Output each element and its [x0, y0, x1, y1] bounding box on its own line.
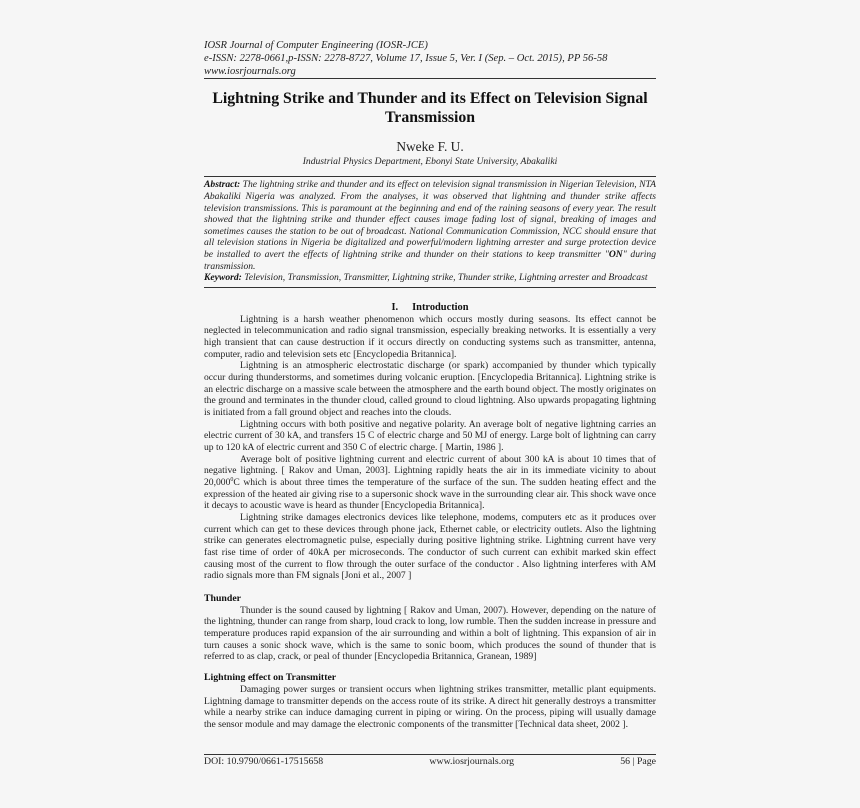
section-heading-introduction: [204, 302, 656, 314]
subsection-heading-transmitter: Lightning effect on Transmitter: [204, 672, 337, 684]
intro-paragraph-4: [204, 454, 656, 512]
abstract-on-word: ON: [608, 248, 623, 260]
abstract-body: The lightning strike and thunder and its effect on television signal transmission in Nigerian Television, NTA Abakaliki Nigeria was analyzed. From the analyses, it was observed that lightning and thunder strike affects television transmissions. This is paramount at the beginning and end of the raining seasons of every year. The result showed that the lightning strike and thunder effect causes image fading lost of signal, breaking of images and sometimes causes the station to be out of broadcast. National Communication Commission, NCC should ensure that all television stations in Nigeria be digitalized and powerful/modern lightning arrester and surge protection device be installed to avert the effects of lightning strike and thunder on their stations to keep transmitter ": [204, 179, 656, 260]
footer-doi: DOI: 10.9790/0661-17515658: [204, 756, 324, 767]
abstract-bottom-divider: [204, 287, 656, 288]
section-title: Introduction: [412, 301, 469, 313]
journal-issn: e-ISSN: 2278-0661,p-ISSN: 2278-8727, Volume 17, Issue 5, Ver. I (Sep. – Oct. 2015), PP 56-58: [204, 52, 608, 64]
author-name: Nweke F. U.: [396, 139, 464, 155]
keywords-label: Keyword:: [204, 272, 242, 284]
abstract-body-end: " during transmission.: [204, 248, 657, 272]
abstract-label: Abstract:: [204, 179, 241, 191]
author-affiliation: Industrial Physics Department, Ebonyi State University, Abakaliki: [302, 156, 558, 168]
footer-page-number: 56 | Page: [620, 756, 656, 767]
page-footer: [204, 756, 656, 768]
abstract-box: [204, 176, 656, 287]
intro-paragraph-5: Lightning strike damages electronics devices like telephone, modems, computers etc as it produces over current which can get to these devices through phone jack, Ethernet cable, or electricity outlets. Also the lightning strike can generates electromagnetic pulse, especially during positive lightning strike. Lightning current have very fast rise time of order of 40kA per microseconds. The conductor of such current can exhibit marked skin effect causing most of the current to flow through the outer surface of the conductor . Also lightning interferes with AM radio signals more than FM signals [Joni et al., 2007 ]: [204, 511, 656, 582]
section-number: I.: [391, 301, 399, 313]
paper-title: Lightning Strike and Thunder and its Effect on Television Signal Transmission: [212, 90, 648, 126]
keywords: [204, 272, 656, 287]
intro-paragraph-1: Lightning is a harsh weather phenomenon which occurs mostly during seasons. Its effect cannot be neglected in telecommunication and radio signal transmission, especially breaking networks. It is essentially a very high transient that can cause destruction if it occurs directly on conducting systems such as transmitter, antenna, computer, radio and television sets etc [Encyclopedia Britannica].: [204, 313, 656, 360]
footer-website: www.iosrjournals.org: [429, 756, 515, 767]
abstract: [204, 177, 656, 272]
journal-header: [204, 40, 656, 78]
footer-divider: [204, 754, 656, 755]
header-divider: [204, 78, 656, 79]
intro-paragraph-2: Lightning is an atmospheric electrostatic discharge (or spark) accompanied by thunder which typically occur during thunderstorms, and sometimes during volcanic eruption. [Encyclopedia Britannica]. Lightning strike is an electric discharge on a massive scale between the atmosphere and the earth bound object. The mostly originates on the ground and terminates in the thunder cloud, called ground to cloud lightning. Also upwards propagating lightning is initiated from a fall ground object and reaches into the clouds.: [204, 360, 656, 418]
subsection-heading-thunder: Thunder: [204, 592, 242, 604]
journal-name: IOSR Journal of Computer Engineering (IOSR-JCE): [204, 40, 428, 51]
degree-superscript: 0: [230, 476, 234, 483]
paper-page: [204, 40, 656, 731]
intro-paragraph-4-end: C which is about three times the temperature of the surface of the sun. The sudden heating effect and the expression of the heated air giving rise to a supersonic shock wave in the surrounding clear air. This shock wave once it decays to acoustic wave is heard as thunder [Encyclopedia Britannica].: [204, 476, 656, 512]
transmitter-paragraph: Damaging power surges or transient occurs when lightning strikes transmitter, metallic plant equipments. Lightning damage to transmitter depends on the access route of its strike. A direct hit generally destroys a transmitter while a nearby strike can induce damaging current in piping or wiring. On the process, piping will usually damage the sensor module and may damage the electronic components of the transmitter [Technical data sheet, 2002 ].: [204, 684, 656, 731]
keywords-text: Television, Transmission, Transmitter, Lightning strike, Thunder strike, Lightning arrester and Broadcast: [244, 272, 648, 284]
intro-paragraph-3: Lightning occurs with both positive and negative polarity. An average bolt of negative lightning carries an electric current of 30 kA, and transfers 15 C of electric charge and 50 MJ of energy. Large bolt of lightning can carry up to 120 kA of electric current and 350 C of electric charge. [ Martin, 1986 ].: [204, 418, 656, 453]
intro-paragraph-4-start: Average bolt of positive lightning current and electric current of about 300 kA is about 10 times that of negative lightning. [ Rakov and Uman, 2003]. Lightning rapidly heats the air in its immediate vicinity to about 20,000: [204, 453, 656, 488]
journal-website: www.iosrjournals.org: [204, 65, 296, 77]
thunder-paragraph: Thunder is the sound caused by lightning [ Rakov and Uman, 2007). However, depending on the nature of the lightning, thunder can range from sharp, loud crack to long, low rumble. Then the sudden increase in pressure and temperature produces rapid expansion of the air surrounding and within a bolt of lightning. This expansion of air in turn causes a sonic shock wave, which is the same to sonic boom, which produces the sound of thunder that is referred to as clap, crack, or peal of thunder [Encyclopedia Britannica, Granean, 1989]: [204, 604, 656, 663]
